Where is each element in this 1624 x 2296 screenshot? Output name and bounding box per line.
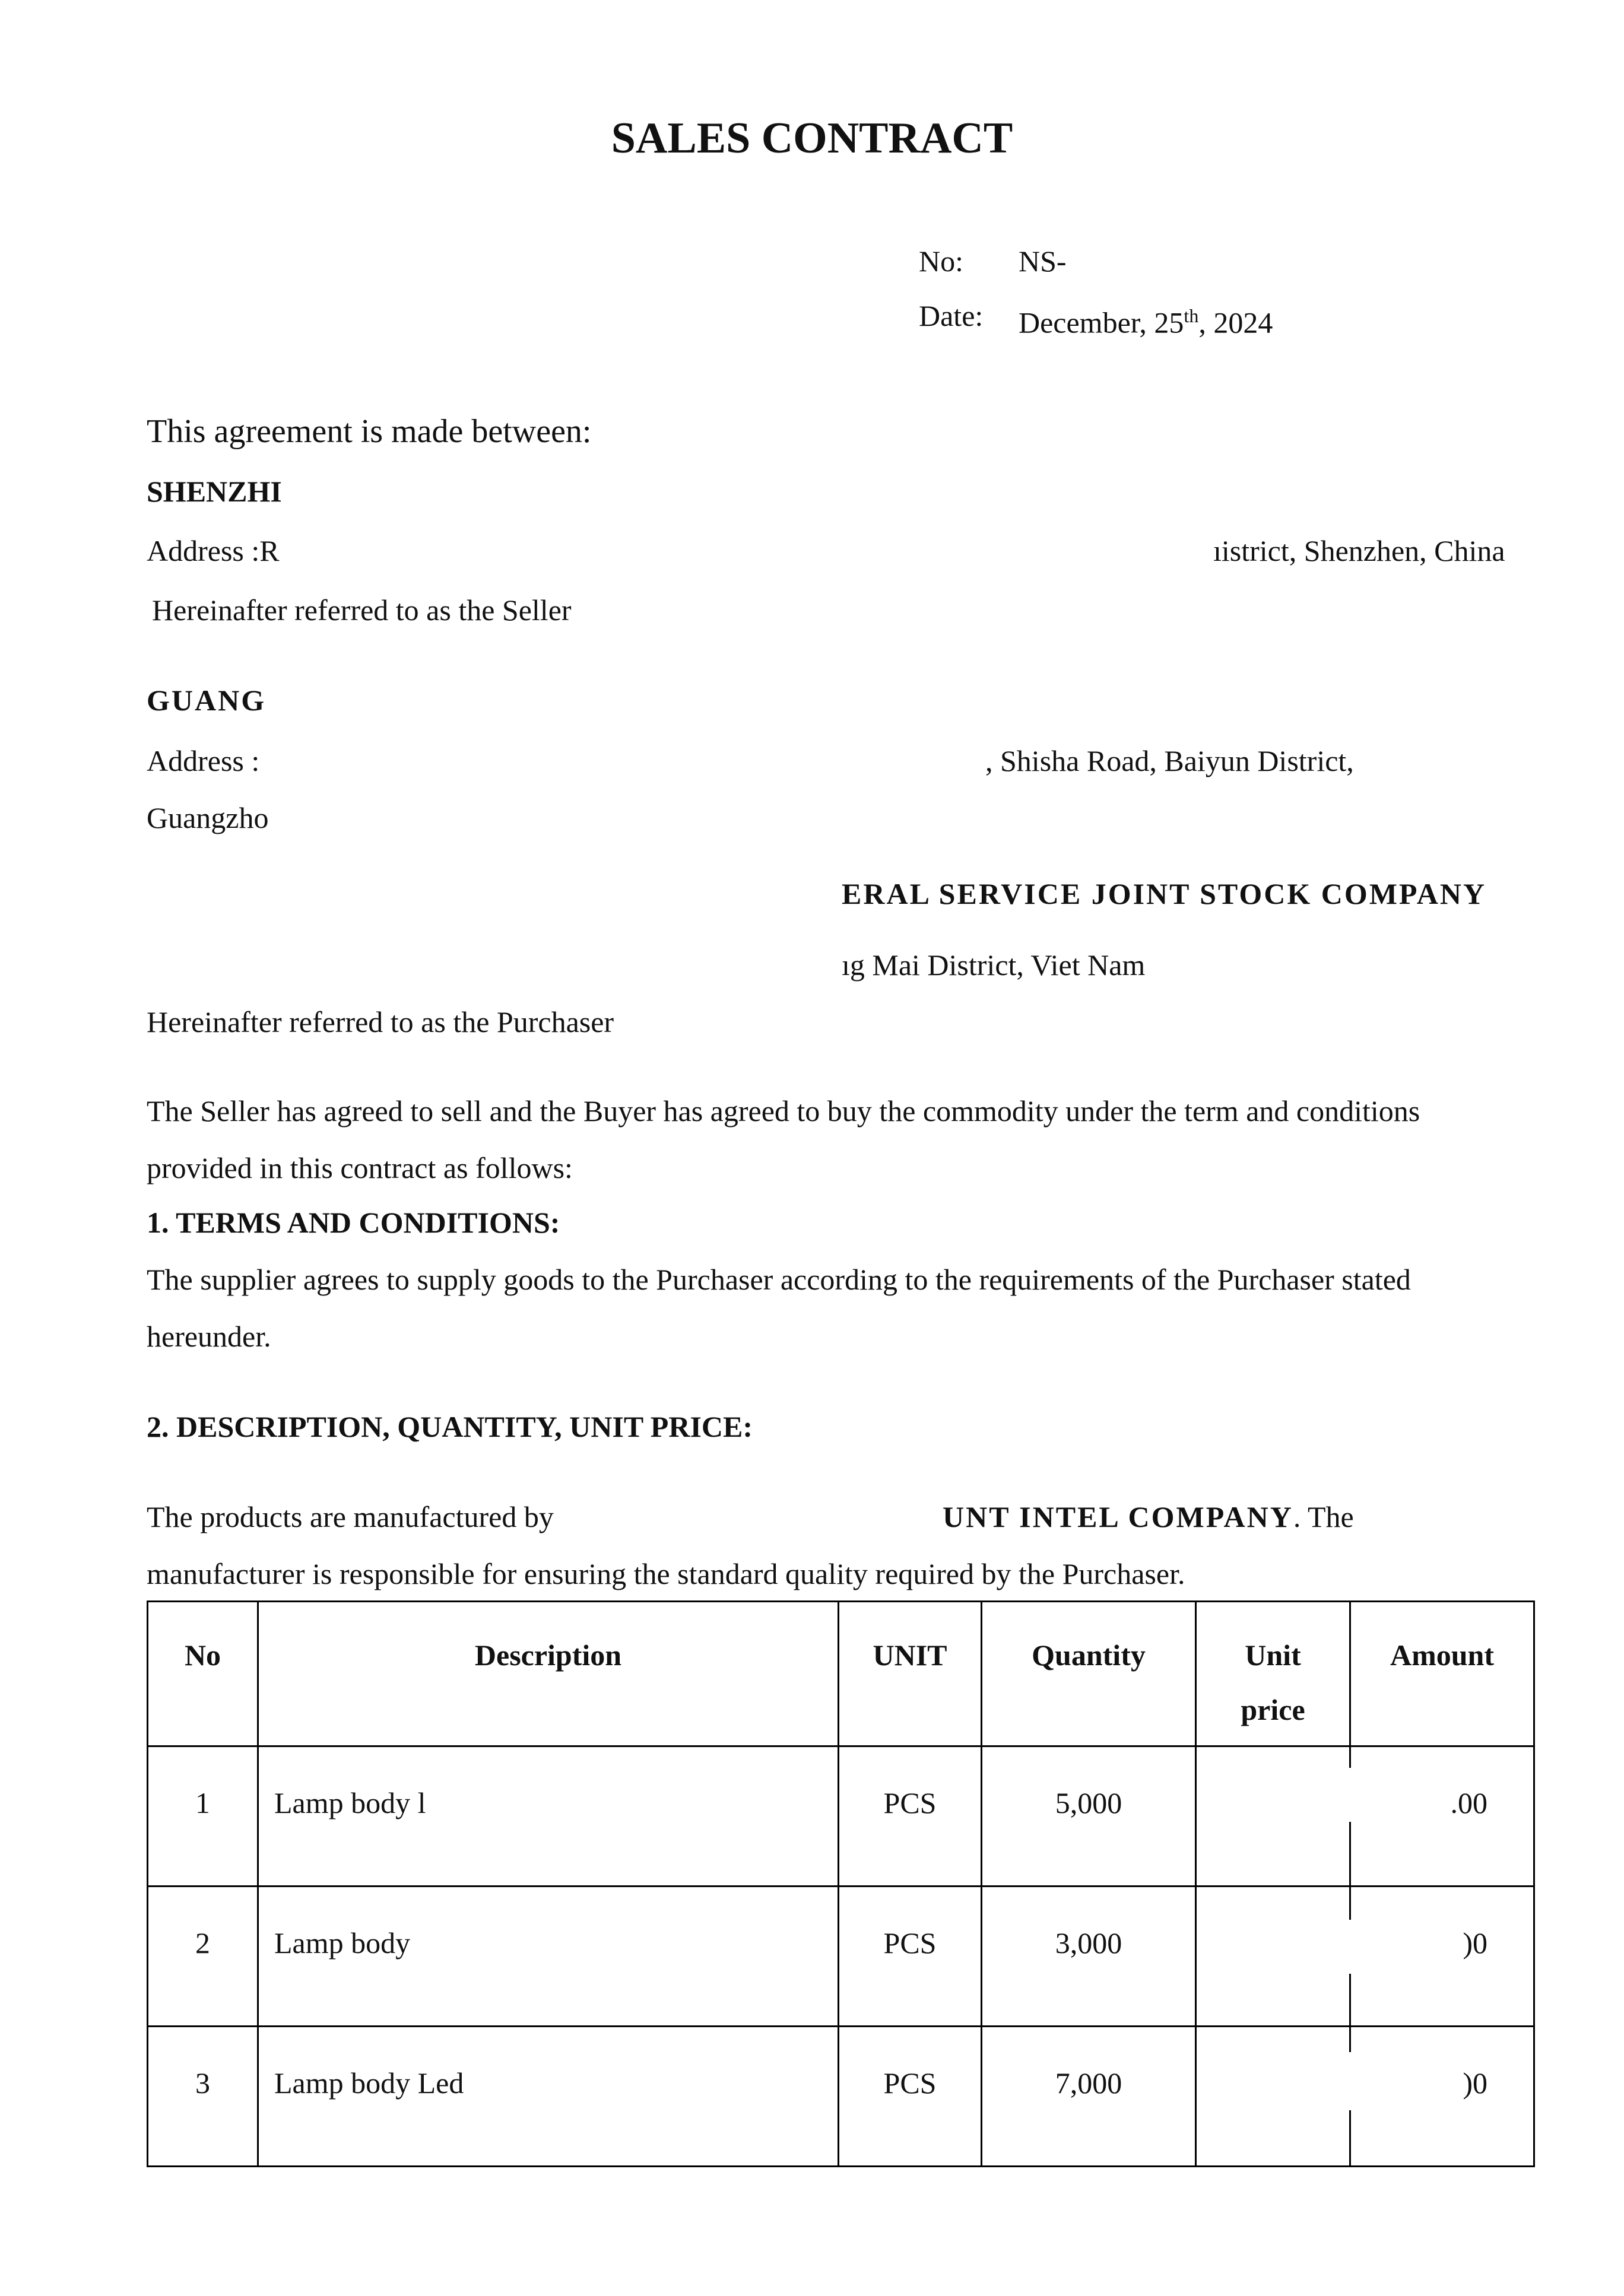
table-row-divider-2 [147,2025,1535,2027]
intro-line: This agreement is made between: [147,413,592,450]
section2-line-1-company [943,1499,1354,1535]
table-row-3-quantity: 7,000 [1055,2066,1122,2100]
purchaser-name: GUANG [147,684,267,717]
table-row-3-unit: PCS [883,2066,937,2100]
table-border-top [147,1600,1535,1602]
purchaser-address-left: Address : [147,744,260,777]
seller-address-left: Address :R [147,534,280,567]
contract-date-label: Date: [919,299,984,332]
table-header-unit: UNIT [873,1638,947,1672]
table-col-divider-5-r2b [1349,1974,1351,2027]
table-col-divider-5-r2a [1349,1887,1351,1920]
purchaser-reference: Hereinafter referred to as the Purchaser [147,1005,614,1039]
table-row-2-quantity: 3,000 [1055,1926,1122,1960]
table-row-2-no: 2 [195,1926,210,1960]
table-row-3-amount: )0 [1463,2066,1487,2100]
table-row-2-amount: )0 [1463,1926,1487,1960]
section1-line-1: The supplier agrees to supply goods to the Purchaser according to the requirements of the Purchaser stated [147,1263,1411,1296]
date-year: , 2024 [1198,306,1273,339]
section1-line-2: hereunder. [147,1320,271,1353]
table-col-divider-5-r1a [1349,1747,1351,1768]
table-col-divider-5-r3a [1349,2027,1351,2052]
table-col-divider-1 [257,1600,259,2167]
table-header-unit-price-line2: price [1241,1693,1305,1726]
agreement-line-2: provided in this contract as follows: [147,1151,573,1184]
table-header-divider [147,1745,1535,1747]
contract-no-label: No: [919,244,963,278]
manufacturer-name: UNT INTEL COMPANY [943,1500,1293,1533]
contract-no-value: NS- [1019,244,1067,278]
table-row-2-unit: PCS [883,1926,937,1960]
table-header-unit-price-line1: Unit [1245,1638,1301,1672]
agreement-line-1: The Seller has agreed to sell and the Buyer has agreed to buy the commodity under the term and conditions [147,1094,1420,1128]
table-row-1-unit: PCS [883,1786,937,1819]
table-col-divider-5-r3b [1349,2110,1351,2167]
section2-heading: 2. DESCRIPTION, QUANTITY, UNIT PRICE: [147,1410,753,1443]
contract-date-value [1019,298,1273,341]
section1-heading: 1. TERMS AND CONDITIONS: [147,1206,560,1239]
table-row-3-description: Lamp body Led [274,2066,464,2100]
table-row-1-quantity: 5,000 [1055,1786,1122,1819]
table-header-no: No [184,1638,221,1672]
date-ordinal: th [1184,305,1199,326]
table-row-1-no: 1 [195,1786,210,1819]
purchaser-address-right: , Shisha Road, Baiyun District, [985,744,1354,777]
date-main: December, 25 [1019,306,1184,339]
table-row-1-description: Lamp body l [274,1786,426,1819]
table-header-amount: Amount [1390,1638,1495,1672]
table-border-right [1533,1600,1535,2167]
section2-line-1-left: The products are manufactured by [147,1500,554,1533]
table-header-unit-price [1197,1627,1349,1738]
seller-name: SHENZHI [147,475,282,508]
table-row-1-amount: .00 [1450,1786,1487,1819]
section2-line-2: manufacturer is responsible for ensuring the standard quality required by the Purchaser. [147,1557,1185,1590]
section2-line-1-end: . The [1293,1500,1354,1533]
table-row-2-description: Lamp body [274,1926,411,1960]
purchaser-address-line2: Guangzho [147,801,269,834]
table-header-description: Description [474,1638,622,1672]
table-header-quantity: Quantity [1032,1638,1146,1672]
document-title: SALES CONTRACT [611,114,1013,163]
seller-address-right: ıistrict, Shenzhen, China [1213,534,1505,567]
table-border-bottom [147,2165,1535,2167]
purchaser-company-fragment: ERAL SERVICE JOINT STOCK COMPANY [842,877,1487,910]
table-row-divider-1 [147,1885,1535,1887]
purchaser-address2-fragment: ıg Mai District, Viet Nam [842,948,1146,982]
table-col-divider-5-r1b [1349,1822,1351,1887]
table-row-3-no: 3 [195,2066,210,2100]
seller-reference: Hereinafter referred to as the Seller [152,593,572,627]
